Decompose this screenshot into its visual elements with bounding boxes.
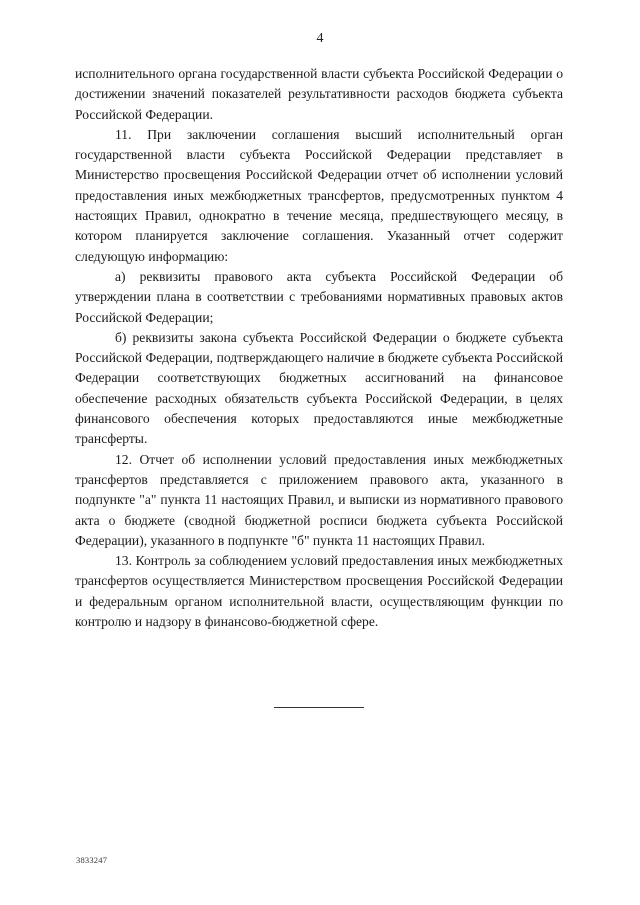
- paragraph-subitem-a: а) реквизиты правового акта субъекта Российской Федерации об утверждении плана в соответствии с требованиями нормативных правовых актов Российской Федерации;: [75, 268, 563, 325]
- paragraph-continuation: исполнительного органа государственной власти субъекта Российской Федерации о достижении значений показателей результативности расходов бюджета субъекта Российской Федерации.: [75, 66, 563, 122]
- paragraph-item-11: 11. При заключении соглашения высший исполнительный орган государственной власти субъекта Российской Федерации представляет в Министерство просвещения Российской Федерации отчет об исполнении условий предоставления иных межбюджетных трансфертов, предусмотренных пунктом 4 настоящих Правил, однократно в течение месяца, предшествующего месяцу, в котором планируется заключение соглашения. Указанный отчет содержит следующую информацию:: [75, 126, 563, 264]
- paragraph-item-13: 13. Контроль за соблюдением условий предоставления иных межбюджетных трансфертов осуществляется Министерством просвещения Российской Федерации и федеральным органом исполнительной власти, осуществляющим функции по контролю и надзору в финансово-бюджетной сфере.: [75, 553, 563, 630]
- page-number: 4: [316, 31, 324, 46]
- paragraph-subitem-b: б) реквизиты закона субъекта Российской Федерации о бюджете субъекта Российской Федерации, подтверждающего наличие в бюджете субъекта Российской Федерации соответствующих бюджетных ассигнований на финансовое обеспечение расходных обязательств субъекта Российской Федерации, в целях финансового обеспечения которых предоставляются иные межбюджетные трансферты.: [75, 329, 563, 447]
- document-code: 3833247: [76, 855, 108, 865]
- document-body: [75, 64, 563, 632]
- end-divider: [274, 707, 364, 708]
- paragraph-item-12: 12. Отчет об исполнении условий предоставления иных межбюджетных трансфертов представляется с приложением правового акта, указанного в подпункте "а" пункта 11 настоящих Правил, и выписки из нормативного правового акта о бюджете (сводной бюджетной росписи бюджета субъекта Российской Федерации), указанного в подпункте "б" пункта 11 настоящих Правил.: [75, 451, 563, 548]
